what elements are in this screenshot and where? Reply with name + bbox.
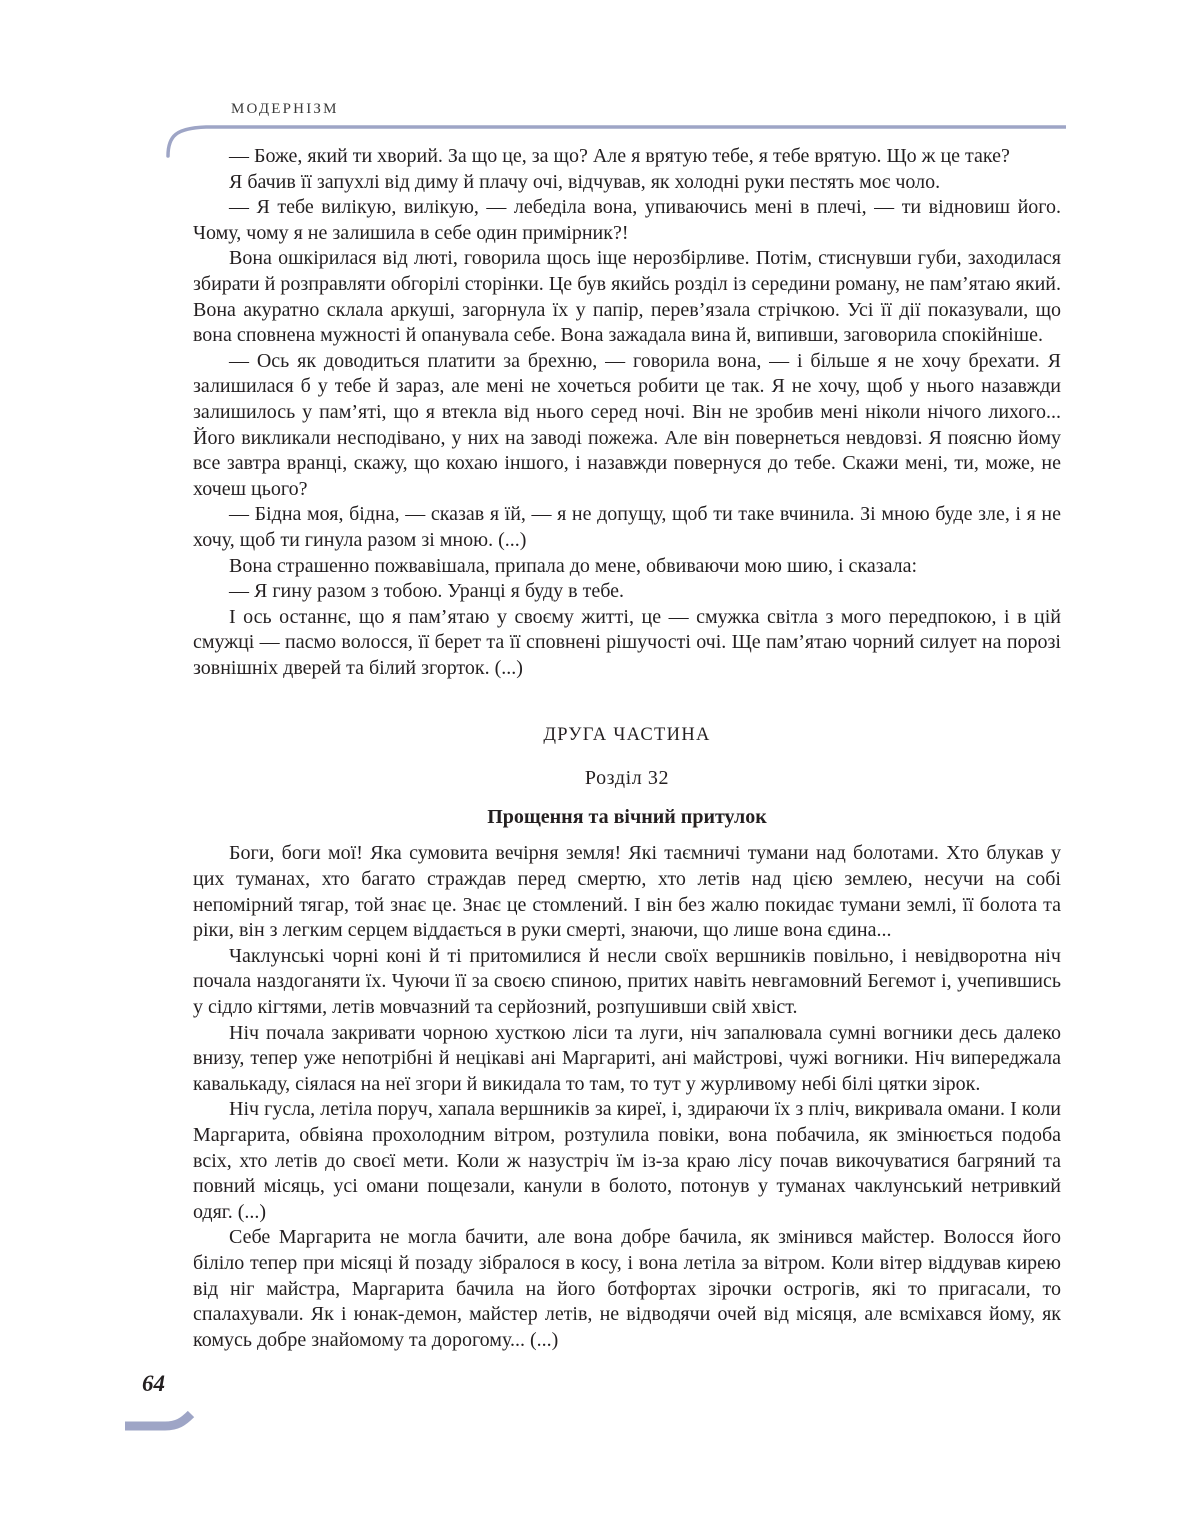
paragraph: Вона ошкірилася від люті, говорила щось іще нерозбірливе. Потім, стиснувши губи, заходилася збирати й розправляти обгорілі сторінки. Це був якийсь розділ із середини роману, не пам’ятаю який. Вона акуратно склала аркуші, загорнула їх у папір, перев’язала стрічкою. Усі її дії показували, що вона сповнена мужності й опанувала себе. Вона зажадала вина й, випивши, заговорила спокійніше. xyxy=(193,247,1061,347)
footer-rule xyxy=(125,1392,200,1432)
paragraph: — Я гину разом з тобою. Уранці я буду в тебе. xyxy=(229,580,624,603)
paragraph: Боги, боги мої! Яка сумовита вечірня земля! Які таємничі тумани над болотами. Хто блукав у цих туманах, хто багато страждав перед смертю, хто летів над цією землею, несучи на собі непомірний тягар, той знає це. Знає це стомлений. І він без жалю покидає тумани землі, її болота та ріки, він з легким серцем віддається в руки смерті, знаючи, що лише вона єдина... xyxy=(193,842,1061,942)
chapter-title: Прощення та вічний притулок xyxy=(487,806,767,829)
paragraph: Себе Маргарита не могла бачити, але вона добре бачила, як змінився майстер. Волосся його біліло тепер при місяці й позаду зібралося в косу, і вона летіла за вітром. Коли вітер віддував кирею від ніг майстра, Маргарита бачила на його ботфортах зірочки острогів, які то пригасали, то спалахували. Як і юнак-демон, майстер летів, не відводячи очей від місяця, але всміхався йому, як комусь добре знайомому та дорогому... (...) xyxy=(193,1226,1061,1351)
paragraph: Ніч гусла, летіла поруч, хапала вершників за киреї, і, здираючи їх з пліч, викривала омани. І коли Маргарита, обвіяна прохолодним вітром, розтулила повіки, вона побачила, як змінюється подоба всіх, хто летів до своєї мети. Коли ж назустріч їм із-за краю лісу почав викочуватися багряний та повний місяць, усі омани пощезали, канули в болото, потонув у туманах чаклунський нетривкий одяг. (...) xyxy=(193,1098,1061,1223)
part-title: ДРУГА ЧАСТИНА xyxy=(543,725,711,746)
main-text xyxy=(193,144,1061,1353)
paragraph: Я бачив її запухлі від диму й плачу очі, відчував, як холодні руки пестять моє чоло. xyxy=(229,170,941,193)
paragraph: — Ось як доводиться платити за брехню, — говорила вона, — і більше я не хочу брехати. Я залишилася б у тебе й зараз, але мені не хочеться робити це так. Я не хочу, щоб у нього назавжди залишилось у пам’яті, що я втекла від нього серед ночі. Він не зробив мені ніколи нічого лихого... Його викликали несподівано, у них на заводі пожежа. Але він повернеться невдовзі. Я поясню йому все завтра вранці, скажу, що кохаю іншого, і назавжди повернуся до тебе. Скажи мені, ти, може, не хочеш цього? xyxy=(193,349,1061,500)
chapter-number: Розділ 32 xyxy=(584,767,670,790)
paragraph: Ніч почала закривати чорною хусткою ліси та луги, ніч запалювала сумні вогники десь далеко внизу, тепер уже непотрібні й нецікаві ані Маргариті, ані майстрові, чужі вогники. Ніч випереджала кавалькаду, сіялася на неї згори й викидала то там, то тут у журливому небі білі цятки зірок. xyxy=(193,1021,1061,1095)
page-number: 64 xyxy=(142,1371,165,1396)
paragraph: Вона страшенно пожвавішала, припала до мене, обвиваючи мою шию, і сказала: xyxy=(229,554,918,577)
paragraph: Чаклунські чорні коні й ті притомилися й несли своїх вершників повільно, і невідворотна ніч почала наздоганяти їх. Чуючи її за своєю спиною, притих навіть невгамовний Бегемот і, учепившись у сідло кігтями, летів мовчазний та серйозний, розпушивши свій хвіст. xyxy=(193,944,1061,1019)
section-heading xyxy=(193,722,1061,830)
paragraph: І ось останнє, що я пам’ятаю у своєму житті, це — смужка світла з мого передпокою, і в цій смужці — пасмо волосся, її берет та її сповнені рішучості очі. Ще пам’ятаю чорний силует на порозі зовнішніх дверей та білий згорток. (...) xyxy=(193,605,1061,679)
running-head: МОДЕРНІЗМ xyxy=(231,101,339,117)
paragraph: — Я тебе вилікую, вилікую, — лебеділа вона, упиваючись мені в плечі, — ти відновиш його. Чому, чому я не залишила в себе один примірник?! xyxy=(193,196,1061,244)
paragraph: — Боже, який ти хворий. За що це, за що? Але я врятую тебе, я тебе врятую. Що ж це таке? xyxy=(229,145,1010,167)
paragraph: — Бідна моя, бідна, — сказав я їй, — я не допущу, щоб ти таке вчинила. Зі мною буде зле, і я не хочу, щоб ти гинула разом зі мною. (...) xyxy=(193,503,1061,551)
